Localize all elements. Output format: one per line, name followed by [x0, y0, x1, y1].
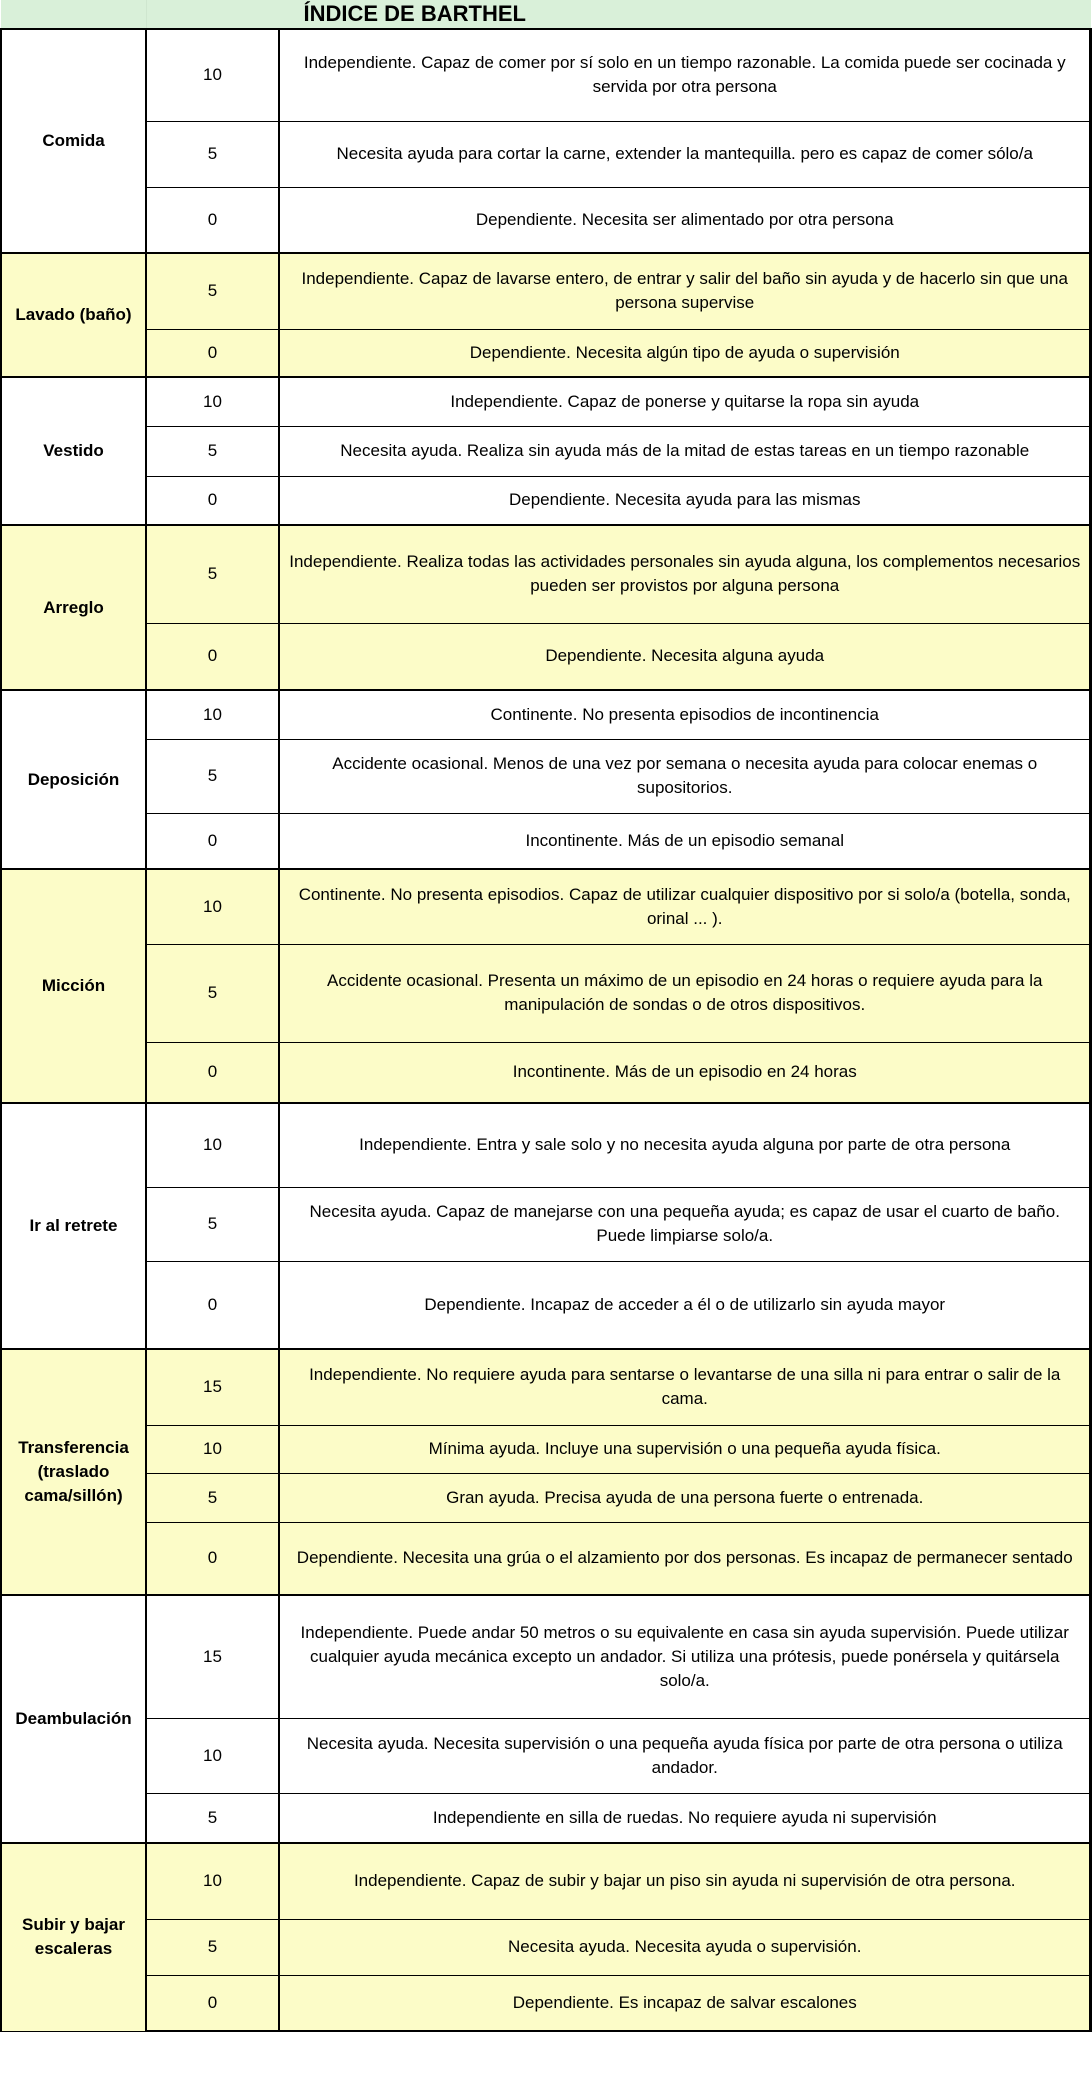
score-cell: 0 [146, 187, 279, 253]
score-cell: 5 [146, 1919, 279, 1975]
score-cell: 10 [146, 377, 279, 426]
description-cell: Incontinente. Más de un episodio en 24 horas [279, 1042, 1091, 1103]
table-row [1, 1522, 1091, 1595]
description-cell: Independiente. Realiza todas las actividades personales sin ayuda alguna, los complementos necesarios pueden ser provistos por alguna persona [279, 525, 1091, 623]
description-cell: Continente. No presenta episodios de incontinencia [279, 690, 1091, 739]
description-cell: Independiente. Capaz de comer por sí solo en un tiempo razonable. La comida puede ser cocinada y servida por otra persona [279, 29, 1091, 121]
description-cell: Dependiente. Necesita algún tipo de ayuda o supervisión [279, 329, 1091, 377]
description-cell: Independiente. Entra y sale solo y no necesita ayuda alguna por parte de otra persona [279, 1103, 1091, 1187]
score-cell: 10 [146, 1718, 279, 1793]
description-cell: Independiente. Puede andar 50 metros o su equivalente en casa sin ayuda supervisión. Puede utilizar cualquier ayuda mecánica excepto un andador. Si utiliza una prótesis, puede ponérsela y quitársela solo/a. [279, 1595, 1091, 1718]
score-cell: 0 [146, 476, 279, 525]
table-row [1, 1042, 1091, 1103]
description-cell: Necesita ayuda. Capaz de manejarse con una pequeña ayuda; es capaz de usar el cuarto de baño. Puede limpiarse solo/a. [279, 1187, 1091, 1261]
table-row [1, 426, 1091, 476]
table-row [1, 253, 1091, 329]
score-cell: 10 [146, 690, 279, 739]
category-label: Transferencia (traslado cama/sillón) [1, 1349, 146, 1595]
table-row [1, 739, 1091, 813]
table-row [1, 623, 1091, 690]
table-row [1, 1425, 1091, 1473]
score-cell: 5 [146, 739, 279, 813]
table-row [1, 1793, 1091, 1843]
description-cell: Dependiente. Necesita ayuda para las mismas [279, 476, 1091, 525]
score-cell: 15 [146, 1349, 279, 1425]
score-cell: 0 [146, 1522, 279, 1595]
description-cell: Independiente. Capaz de lavarse entero, de entrar y salir del baño sin ayuda y de hacerlo sin que una persona supervise [279, 253, 1091, 329]
title-pad-left [1, 0, 146, 28]
score-cell: 5 [146, 944, 279, 1042]
description-cell: Independiente en silla de ruedas. No requiere ayuda ni supervisión [279, 1793, 1091, 1843]
table-row [1, 869, 1091, 944]
description-cell: Independiente. Capaz de ponerse y quitarse la ropa sin ayuda [279, 377, 1091, 426]
description-cell: Dependiente. Necesita alguna ayuda [279, 623, 1091, 690]
score-cell: 0 [146, 1261, 279, 1349]
table-row [1, 525, 1091, 623]
score-cell: 0 [146, 623, 279, 690]
category-label: Lavado (baño) [1, 253, 146, 377]
description-cell: Necesita ayuda. Necesita ayuda o supervisión. [279, 1919, 1091, 1975]
table-row [1, 690, 1091, 739]
score-cell: 5 [146, 525, 279, 623]
table-row [1, 1919, 1091, 1975]
table-row [1, 476, 1091, 525]
category-label: Ir al retrete [1, 1103, 146, 1349]
description-cell: Dependiente. Es incapaz de salvar escalones [279, 1975, 1091, 2031]
table-row [1, 121, 1091, 187]
table-row [1, 1473, 1091, 1522]
score-cell: 0 [146, 329, 279, 377]
table-row [1, 377, 1091, 426]
category-label: Deambulación [1, 1595, 146, 1843]
score-cell: 5 [146, 253, 279, 329]
table-row [1, 944, 1091, 1042]
score-cell: 15 [146, 1595, 279, 1718]
description-cell: Independiente. No requiere ayuda para sentarse o levantarse de una silla ni para entrar o salir de la cama. [279, 1349, 1091, 1425]
description-cell: Dependiente. Incapaz de acceder a él o de utilizarlo sin ayuda mayor [279, 1261, 1091, 1349]
score-cell: 5 [146, 426, 279, 476]
table-row [1, 1975, 1091, 2031]
score-cell: 10 [146, 869, 279, 944]
category-label: Vestido [1, 377, 146, 525]
description-cell: Independiente. Capaz de subir y bajar un piso sin ayuda ni supervisión de otra persona. [279, 1843, 1091, 1919]
table-row [1, 813, 1091, 869]
table-row [1, 1718, 1091, 1793]
table-row [1, 29, 1091, 121]
description-cell: Incontinente. Más de un episodio semanal [279, 813, 1091, 869]
category-label: Deposición [1, 690, 146, 869]
score-cell: 10 [146, 1843, 279, 1919]
description-cell: Gran ayuda. Precisa ayuda de una persona fuerte o entrenada. [279, 1473, 1091, 1522]
category-label: Comida [1, 29, 146, 253]
score-cell: 0 [146, 813, 279, 869]
score-cell: 10 [146, 1425, 279, 1473]
category-label: Subir y bajar escaleras [1, 1843, 146, 2031]
description-cell: Mínima ayuda. Incluye una supervisión o una pequeña ayuda física. [279, 1425, 1091, 1473]
description-cell: Necesita ayuda. Necesita supervisión o una pequeña ayuda física por parte de otra persona o utiliza andador. [279, 1718, 1091, 1793]
score-cell: 5 [146, 1187, 279, 1261]
table-row [1, 187, 1091, 253]
description-cell: Accidente ocasional. Menos de una vez por semana o necesita ayuda para colocar enemas o supositorios. [279, 739, 1091, 813]
score-cell: 5 [146, 121, 279, 187]
table-row [1, 329, 1091, 377]
category-label: Arreglo [1, 525, 146, 690]
table-row [1, 1843, 1091, 1919]
score-cell: 10 [146, 29, 279, 121]
table-row [1, 1595, 1091, 1718]
description-cell: Dependiente. Necesita una grúa o el alzamiento por dos personas. Es incapaz de permanecer sentado [279, 1522, 1091, 1595]
description-cell: Continente. No presenta episodios. Capaz de utilizar cualquier dispositivo por si solo/a (botella, sonda, orinal ... ). [279, 869, 1091, 944]
page-title: ÍNDICE DE BARTHEL [146, 0, 1091, 28]
score-cell: 0 [146, 1042, 279, 1103]
table-row [1, 1349, 1091, 1425]
table-row [1, 1187, 1091, 1261]
table-row [1, 1261, 1091, 1349]
category-label: Micción [1, 869, 146, 1103]
score-cell: 5 [146, 1793, 279, 1843]
score-cell: 10 [146, 1103, 279, 1187]
score-cell: 5 [146, 1473, 279, 1522]
description-cell: Necesita ayuda para cortar la carne, extender la mantequilla. pero es capaz de comer sólo/a [279, 121, 1091, 187]
description-cell: Accidente ocasional. Presenta un máximo de un episodio en 24 horas o requiere ayuda para la manipulación de sondas o de otros dispositivos. [279, 944, 1091, 1042]
description-cell: Necesita ayuda. Realiza sin ayuda más de la mitad de estas tareas en un tiempo razonable [279, 426, 1091, 476]
table-row [1, 1103, 1091, 1187]
score-cell: 0 [146, 1975, 279, 2031]
description-cell: Dependiente. Necesita ser alimentado por otra persona [279, 187, 1091, 253]
